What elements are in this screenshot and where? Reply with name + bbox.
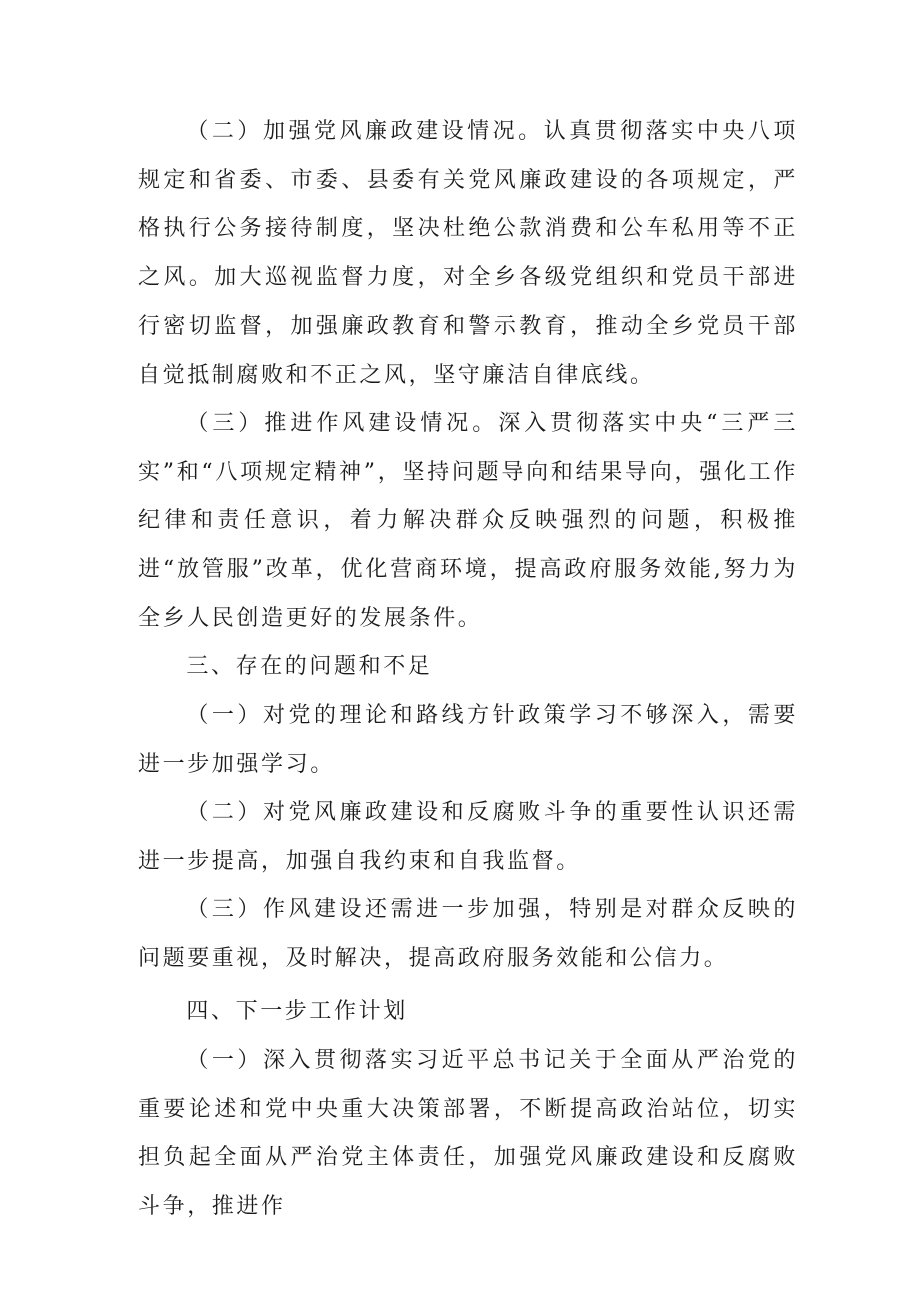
paragraph-problem-3: （三）作风建设还需进一步加强，特别是对群众反映的问题要重视，及时解决，提高政府服务效能和公信力。 [138,897,798,971]
paragraph-party-integrity: （二）加强党风廉政建设情况。认真贯彻落实中央八项规定和省委、市委、县委有关党风廉政建设的各项规定，严格执行公务接待制度，坚决杜绝公款消费和公车私用等不正之风。加大巡视监督力度，对全乡各级党组织和党员干部进行密切监督，加强廉政教育和警示教育，推动全乡党员干部自觉抵制腐败和不正之风，坚守廉洁自律底线。 [138,119,798,388]
section-heading-problems: 三、存在的问题和不足 [186,654,433,679]
section-heading-next-steps: 四、下一步工作计划 [186,999,408,1024]
paragraph-work-style: （三）推进作风建设情况。深入贯彻落实中央“三严三实”和“八项规定精神”，坚持问题导向和结果导向，强化工作纪律和责任意识，着力解决群众反映强烈的问题，积极推进“放管服”改革，优化营商环境，提高政府服务效能,努力为全乡人民创造更好的发展条件。 [138,411,798,631]
paragraph-problem-2: （二）对党风廉政建设和反腐败斗争的重要性认识还需进一步提高，加强自我约束和自我监督。 [138,800,798,874]
paragraph-problem-1: （一）对党的理论和路线方针政策学习不够深入，需要进一步加强学习。 [138,703,798,777]
paragraph-plan-1: （一）深入贯彻落实习近平总书记关于全面从严治党的重要论述和党中央重大决策部署，不断提高政治站位，切实担负起全面从严治党主体责任，加强党风廉政建设和反腐败斗争，推进作 [138,1048,798,1220]
